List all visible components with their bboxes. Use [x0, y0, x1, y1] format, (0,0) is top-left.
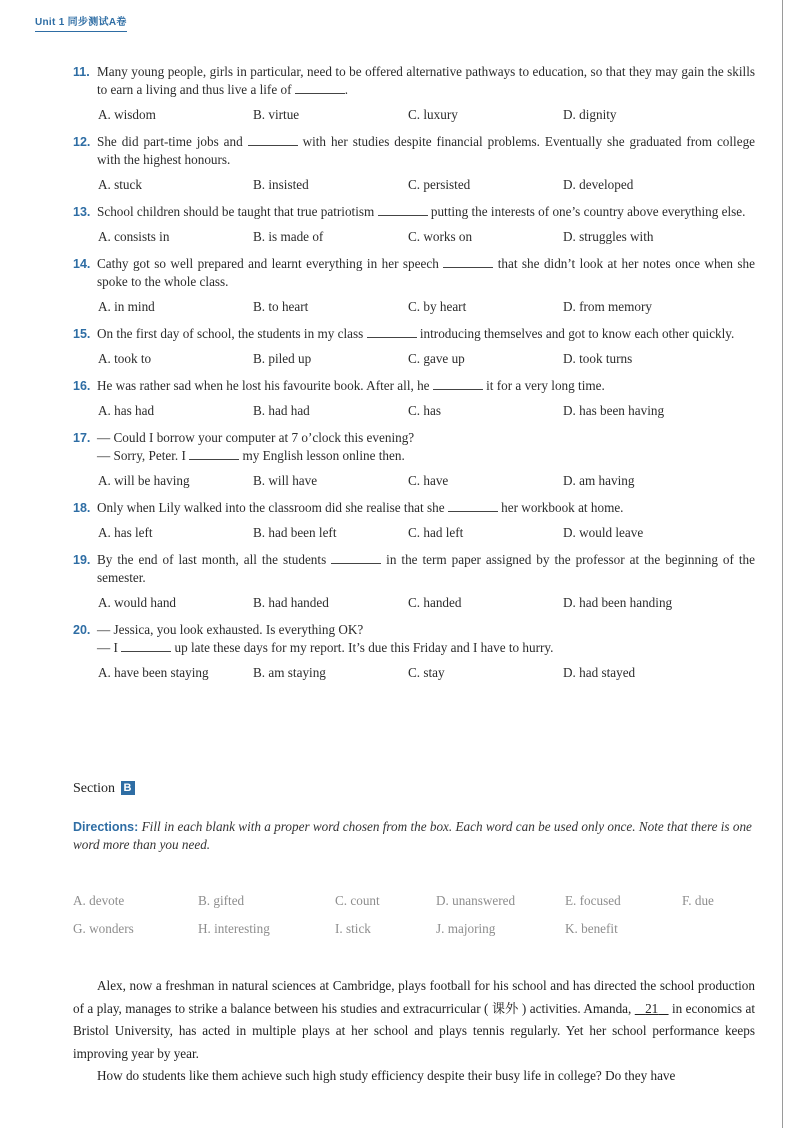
question-18: [73, 499, 755, 542]
option-d: D. would leave: [563, 525, 644, 540]
question-13: [73, 203, 755, 246]
option-c: C. has: [408, 403, 441, 418]
question-text-end: putting the interests of one’s country above everything else.: [430, 204, 746, 219]
passage-paragraph-1: [73, 975, 755, 1065]
option-d: D. took turns: [563, 351, 633, 366]
word-option: I. stick: [335, 921, 371, 936]
question-text: By the end of last month, all the students: [97, 552, 327, 567]
answer-blank: [248, 133, 298, 146]
option-a: A. have been staying: [98, 665, 209, 680]
option-c: C. persisted: [408, 177, 471, 192]
answer-blank: [448, 499, 498, 512]
directions-text: Fill in each blank with a proper word chosen from the box. Each word can be used only once. Note that there is one word more than you need.: [73, 819, 752, 852]
question-text-end: that she didn’t look at her notes once when she spoke to the whole class.: [97, 256, 756, 289]
option-c: C. have: [408, 473, 449, 488]
word-option: J. majoring: [436, 921, 496, 936]
options-row: [73, 664, 755, 682]
options-row: [73, 228, 755, 246]
option-a: A. has left: [98, 525, 153, 540]
question-16: [73, 377, 755, 420]
passage-blank-21: [635, 1001, 669, 1016]
answer-blank: [189, 447, 239, 460]
option-b: B. insisted: [253, 177, 309, 192]
question-number: 11.: [73, 65, 90, 79]
question-12: [73, 133, 755, 194]
word-option: K. benefit: [565, 921, 618, 936]
question-text: She did part-time jobs and: [97, 134, 243, 149]
question-number: 15.: [73, 327, 91, 341]
question-number: 13.: [73, 205, 91, 219]
option-a: A. in mind: [98, 299, 155, 314]
options-row: [73, 524, 755, 542]
option-b: B. had had: [253, 403, 310, 418]
option-b: B. piled up: [253, 351, 312, 366]
question-15: [73, 325, 755, 368]
question-text-end: her workbook at home.: [501, 500, 624, 515]
option-c: C. stay: [408, 665, 445, 680]
option-a: A. will be having: [98, 473, 190, 488]
option-c: C. works on: [408, 229, 473, 244]
section-label: Section: [73, 781, 115, 796]
option-d: D. struggles with: [563, 229, 654, 244]
option-c: C. handed: [408, 595, 462, 610]
option-b: B. to heart: [253, 299, 309, 314]
word-row-2: [73, 921, 755, 949]
questions-list: [73, 63, 755, 691]
page-border: [782, 0, 783, 1128]
answer-blank: [121, 639, 171, 652]
question-19: [73, 551, 755, 612]
question-text-end: .: [344, 82, 349, 97]
option-d: D. had been handing: [563, 595, 673, 610]
option-b: B. will have: [253, 473, 318, 488]
option-b: B. had handed: [253, 595, 329, 610]
option-b: B. am staying: [253, 665, 326, 680]
word-option: A. devote: [73, 893, 125, 908]
answer-blank: [433, 377, 483, 390]
question-text-end: my English lesson online then.: [242, 448, 405, 463]
question-text: — Sorry, Peter. I: [97, 448, 186, 463]
word-option: B. gifted: [198, 893, 245, 908]
question-number: 18.: [73, 501, 91, 515]
passage-paragraph-2: How do students like them achieve such high study efficiency despite their busy life in college? Do they have: [97, 1068, 676, 1083]
options-row: [73, 106, 755, 124]
question-text-end: it for a very long time.: [486, 378, 605, 393]
directions: [73, 818, 755, 854]
option-d: D. am having: [563, 473, 635, 488]
option-a: A. has had: [98, 403, 155, 418]
option-c: C. had left: [408, 525, 464, 540]
option-c: C. luxury: [408, 107, 458, 122]
question-number: 17.: [73, 431, 91, 445]
question-text: On the first day of school, the students in my class: [97, 326, 364, 341]
options-row: [73, 594, 755, 612]
answer-blank: [367, 325, 417, 338]
question-number: 19.: [73, 553, 91, 567]
option-d: D. had stayed: [563, 665, 636, 680]
question-text: Only when Lily walked into the classroom did she realise that she: [97, 500, 445, 515]
question-number: 16.: [73, 379, 91, 393]
dialogue-line-1: — Could I borrow your computer at 7 o’clock this evening?: [97, 430, 415, 445]
options-row: [73, 176, 755, 194]
section-heading: [73, 781, 135, 797]
option-d: D. has been having: [563, 403, 665, 418]
reading-passage: [73, 975, 755, 1088]
answer-blank: [378, 203, 428, 216]
question-text: School children should be taught that true patriotism: [97, 204, 375, 219]
word-option: C. count: [335, 893, 380, 908]
option-a: A. consists in: [98, 229, 170, 244]
option-a: A. wisdom: [98, 107, 156, 122]
question-number: 12.: [73, 135, 91, 149]
word-option: G. wonders: [73, 921, 134, 936]
question-text: He was rather sad when he lost his favourite book. After all, he: [97, 378, 430, 393]
question-text-end: with her studies despite financial problems. Eventually she graduated from college with the highest honours.: [97, 134, 756, 167]
options-row: [73, 298, 755, 316]
blank-number: 21: [645, 1000, 659, 1016]
answer-blank: [443, 255, 493, 268]
option-b: B. had been left: [253, 525, 337, 540]
question-20: [73, 621, 755, 682]
question-text: — I: [97, 640, 118, 655]
answer-blank: [295, 81, 345, 94]
options-row: [73, 402, 755, 420]
option-a: A. would hand: [98, 595, 177, 610]
unit-header: Unit 1 同步测试A卷: [35, 13, 127, 32]
question-17: [73, 429, 755, 490]
option-b: B. is made of: [253, 229, 324, 244]
question-number: 20.: [73, 623, 91, 637]
options-row: [73, 350, 755, 368]
question-11: [73, 63, 755, 124]
word-row-1: [73, 893, 755, 921]
option-d: D. dignity: [563, 107, 617, 122]
answer-blank: [331, 551, 381, 564]
option-b: B. virtue: [253, 107, 300, 122]
question-number: 14.: [73, 257, 91, 271]
option-d: D. developed: [563, 177, 634, 192]
question-text: Many young people, girls in particular, need to be offered alternative pathways to education, so that they may gain the skills to earn a living and thus live a life of: [97, 64, 755, 97]
option-c: C. by heart: [408, 299, 467, 314]
question-text-end: in the term paper assigned by the professor at the beginning of the semester.: [97, 552, 756, 585]
option-a: A. took to: [98, 351, 152, 366]
question-14: [73, 255, 755, 316]
word-box: [73, 893, 755, 949]
passage-text: in economics at Bristol University, has acted in multiple plays at her school and plays tennis regularly. Yet her school performance keeps improving year by year.: [73, 1000, 756, 1061]
passage-text: Alex, now a freshman in natural sciences at Cambridge, plays football for his school and has directed the school production of a play, manages to strike a balance between his studies and extracurricular ( 课外 ) activities. Amanda,: [73, 978, 755, 1016]
word-option: E. focused: [565, 893, 621, 908]
word-option: H. interesting: [198, 921, 270, 936]
options-row: [73, 472, 755, 490]
word-option: F. due: [682, 893, 714, 908]
option-a: A. stuck: [98, 177, 142, 192]
option-d: D. from memory: [563, 299, 652, 314]
directions-label: Directions:: [73, 820, 139, 834]
section-letter-badge: B: [121, 781, 135, 795]
word-option: D. unanswered: [436, 893, 516, 908]
option-c: C. gave up: [408, 351, 465, 366]
question-text-end: introducing themselves and got to know each other quickly.: [419, 326, 735, 341]
question-text-end: up late these days for my report. It’s due this Friday and I have to hurry.: [174, 640, 554, 655]
question-text: Cathy got so well prepared and learnt everything in her speech: [97, 256, 439, 271]
dialogue-line-1: — Jessica, you look exhausted. Is everything OK?: [97, 622, 364, 637]
